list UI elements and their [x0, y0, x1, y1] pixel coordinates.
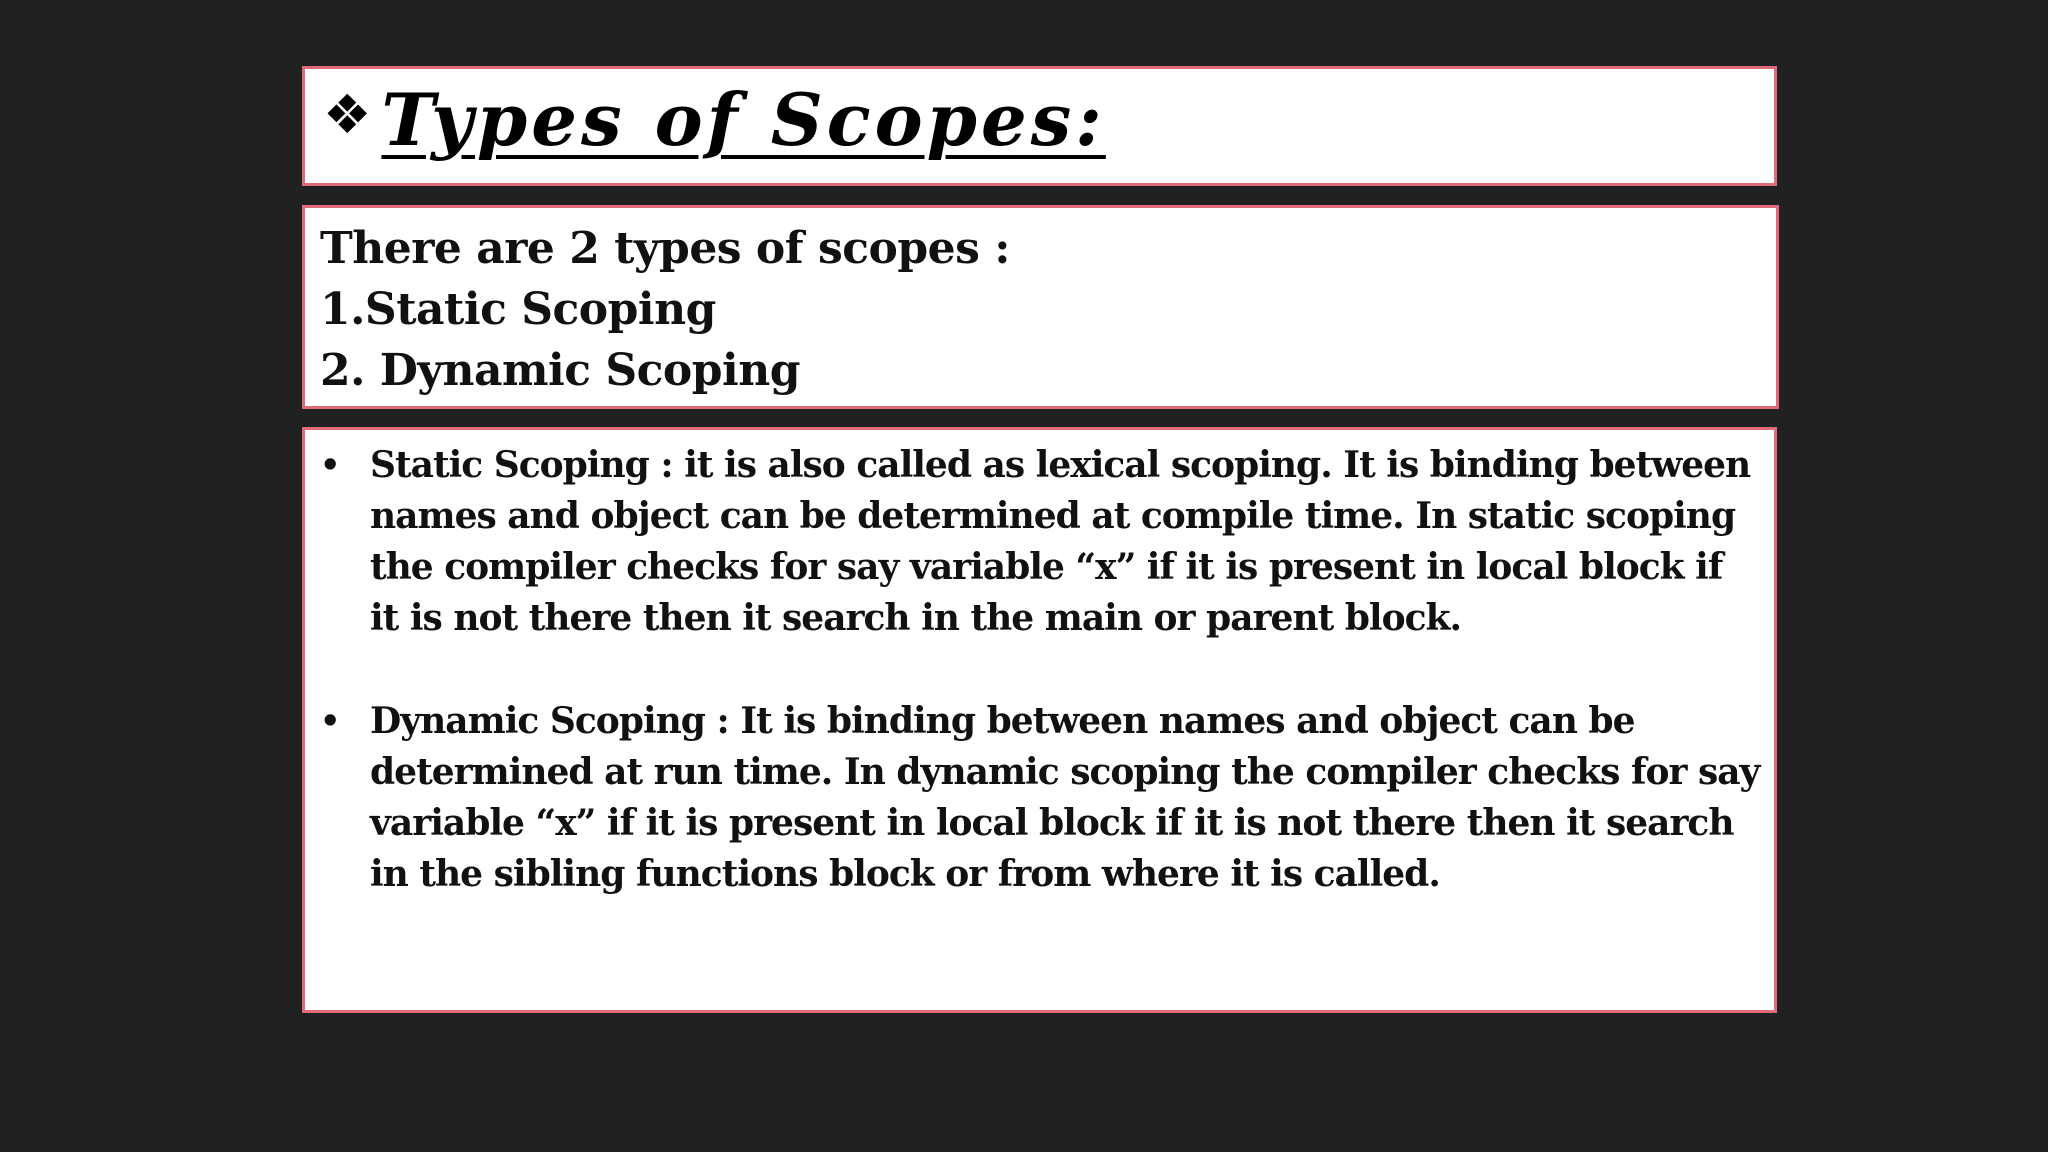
- detail-box: [302, 427, 1777, 1013]
- bullet-icon: •: [320, 702, 340, 740]
- intro-line-3: 2. Dynamic Scoping: [320, 345, 801, 396]
- bullet-text-dynamic-scoping: Dynamic Scoping : It is binding between names and object can be determined at run time. In dynamic scoping the compiler checks for say variable “x” if it is present in local block if it is not there then it search in the sibling functions block or from where it is called.: [370, 700, 1760, 895]
- intro-box: [302, 205, 1779, 409]
- bullet-item-dynamic-scoping: [320, 696, 1760, 900]
- bullet-icon: •: [320, 446, 340, 484]
- bullet-text-static-scoping: Static Scoping : it is also called as lexical scoping. It is binding between names and object can be determined at compile time. In static scoping the compiler checks for say variable “x” if it is present in local block if it is not there then it search in the main or parent block.: [370, 444, 1751, 639]
- intro-line-1: There are 2 types of scopes :: [320, 223, 1010, 274]
- slide-title: Types of Scopes:: [381, 77, 1106, 162]
- four-diamond-icon: ❖: [323, 83, 372, 146]
- title-row: [323, 75, 1106, 165]
- intro-text: [320, 218, 1010, 401]
- bullet-list: [320, 440, 1760, 900]
- title-box: [302, 66, 1777, 186]
- intro-line-2: 1.Static Scoping: [320, 284, 716, 335]
- bullet-item-static-scoping: [320, 440, 1760, 644]
